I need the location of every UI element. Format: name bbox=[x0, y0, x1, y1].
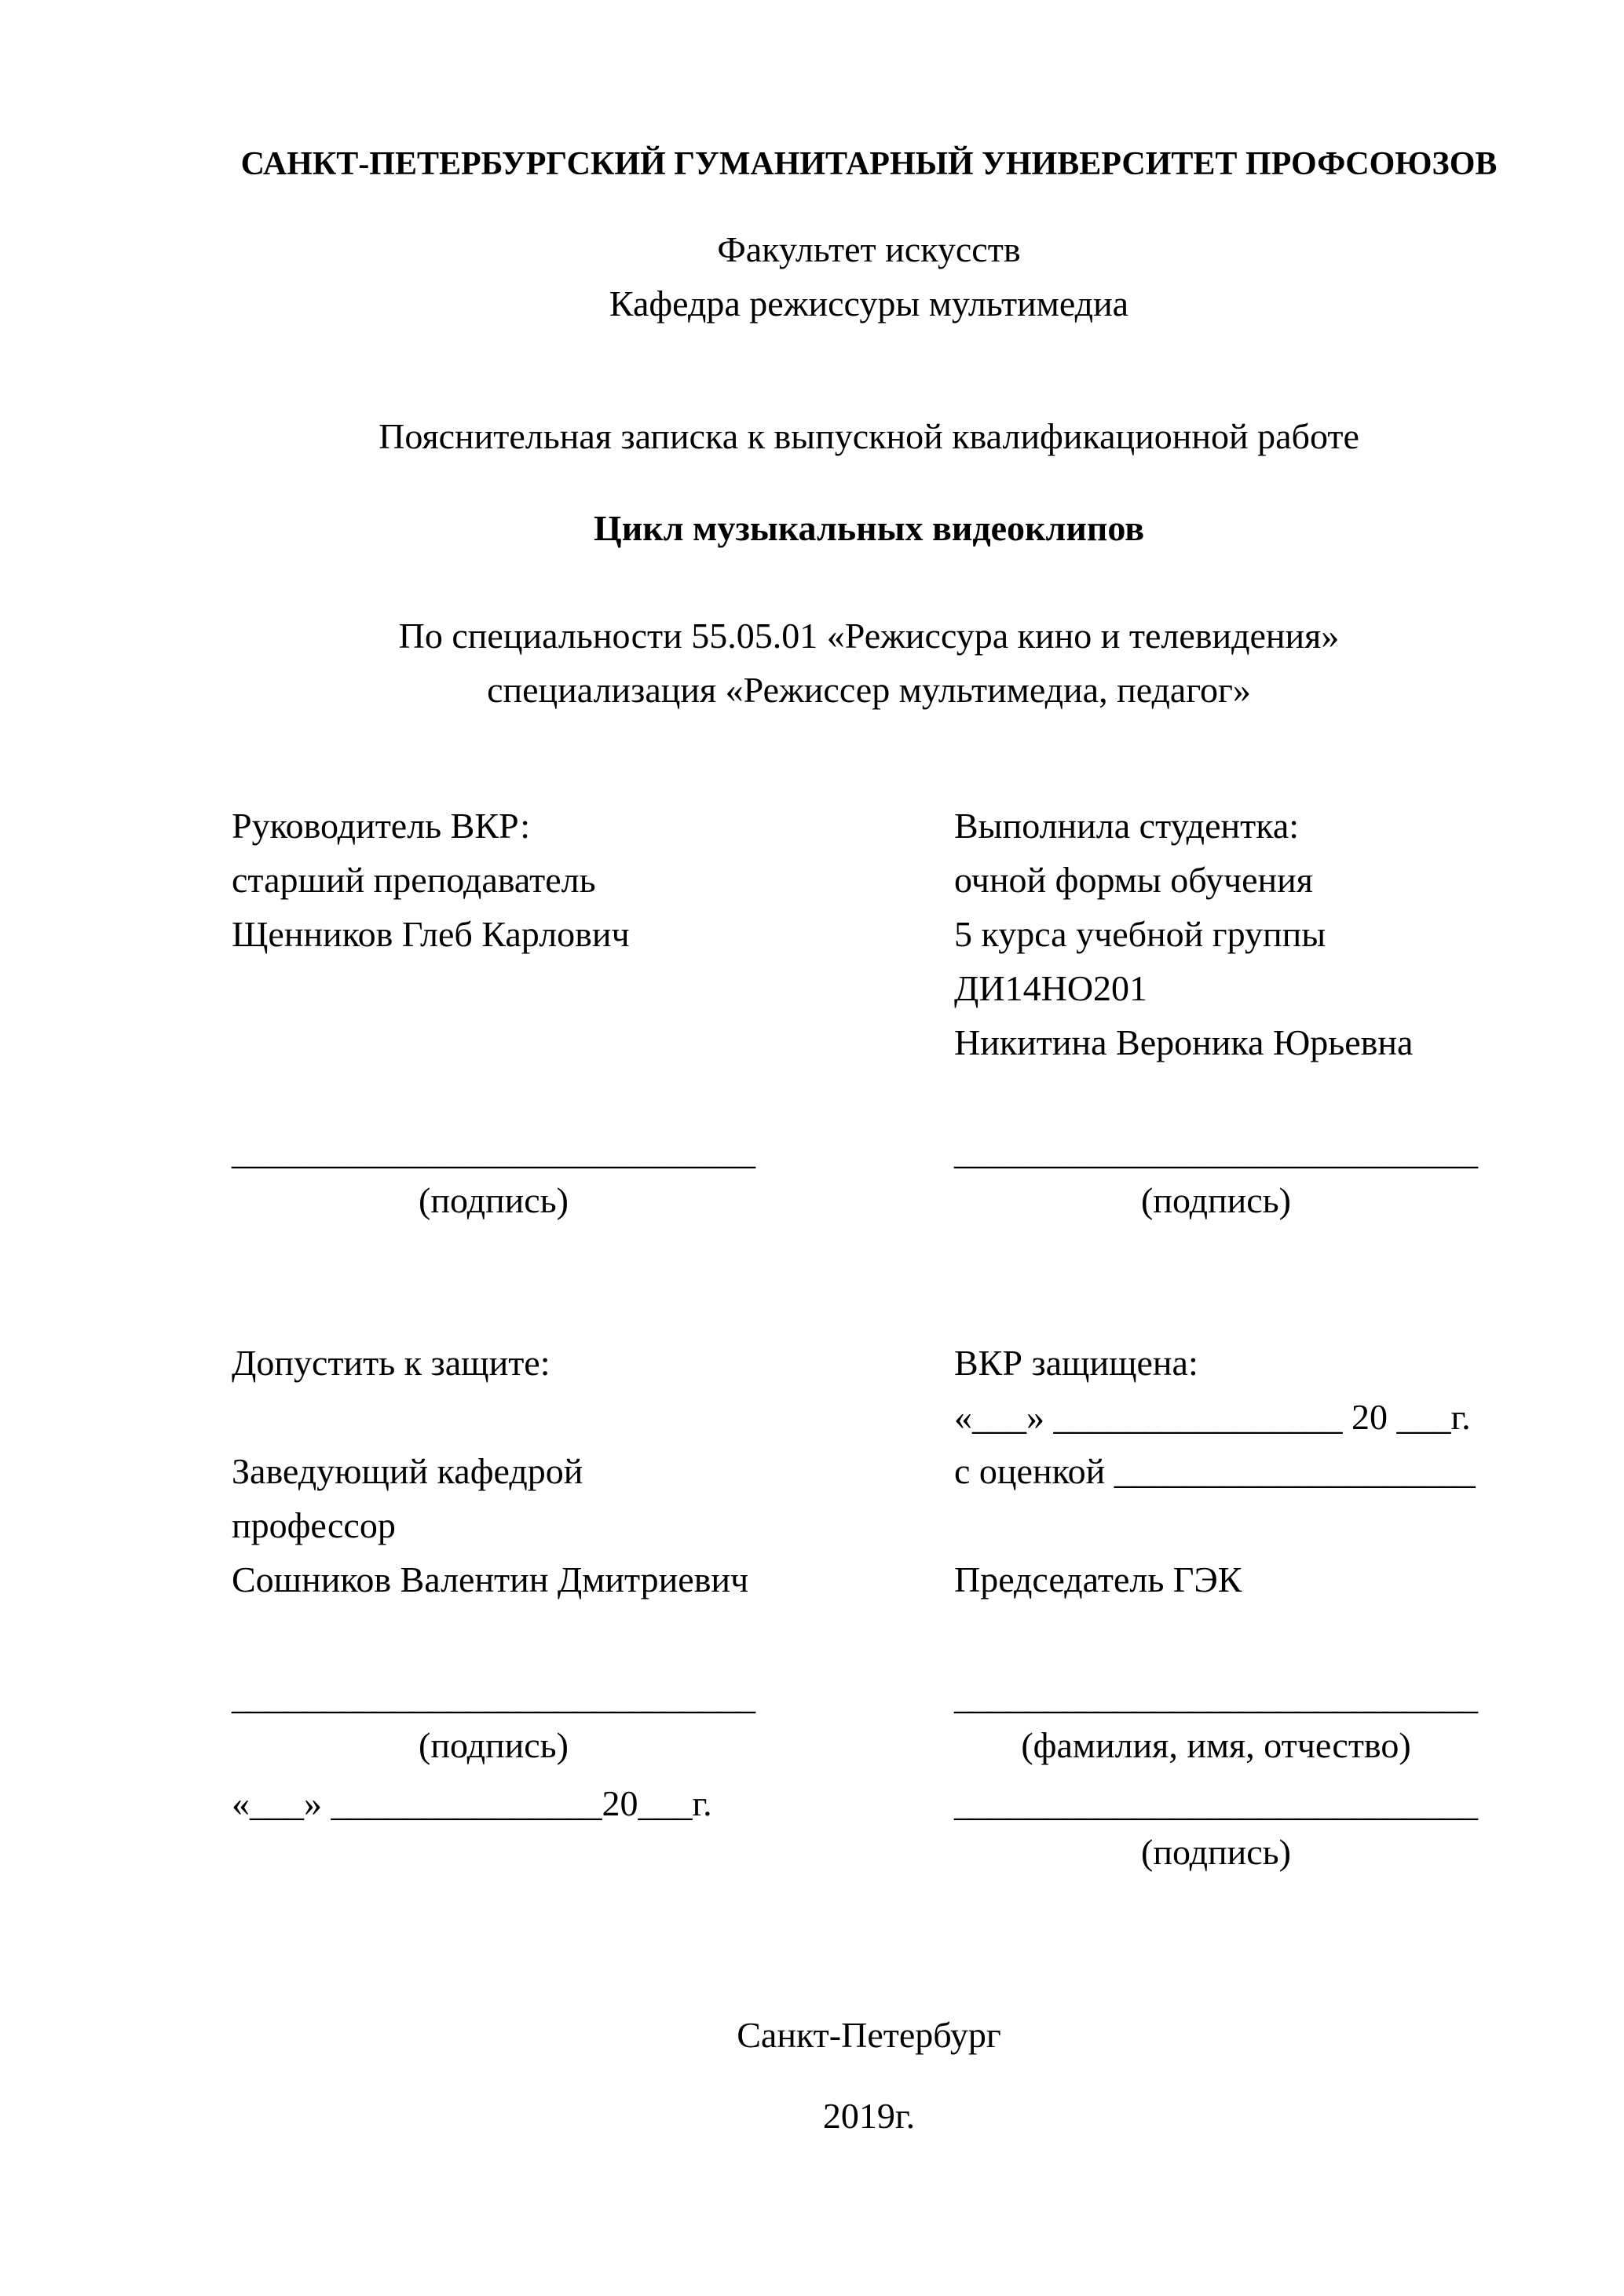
footer-year: 2019г. bbox=[822, 2095, 916, 2136]
admission-signature-line: _____________________________ bbox=[232, 1676, 755, 1717]
people-section bbox=[232, 799, 1506, 1069]
work-subtitle: Пояснительная записка к выпускной квалификационной работе bbox=[379, 416, 1359, 456]
chair-name-caption: (фамилия, имя, отчество) bbox=[1021, 1725, 1411, 1766]
chair-signature-caption: (подпись) bbox=[1141, 1832, 1291, 1873]
student-course: 5 курса учебной группы bbox=[954, 914, 1326, 954]
defense-heading: ВКР защищена: bbox=[954, 1343, 1198, 1384]
specialty-line: По специальности 55.05.01 «Режиссура кино и телевидения» bbox=[398, 616, 1340, 656]
supervisor-signature-caption: (подпись) bbox=[419, 1180, 569, 1220]
department-line: Кафедра режиссуры мультимедиа bbox=[609, 283, 1129, 324]
admission-position-1: Заведующий кафедрой bbox=[232, 1451, 583, 1492]
chair-signature-line: _____________________________ bbox=[954, 1783, 1478, 1824]
first-signature-section bbox=[232, 1124, 1506, 1222]
admission-section bbox=[232, 1336, 1506, 1607]
footer-city: Санкт-Петербург bbox=[737, 2014, 1001, 2055]
admission-date-line: «___» _______________20___г. bbox=[232, 1783, 712, 1824]
student-name: Никитина Вероника Юрьевна bbox=[954, 1022, 1414, 1062]
student-group: ДИ14НО201 bbox=[954, 968, 1148, 1008]
final-signature-section bbox=[232, 1669, 1506, 1874]
student-signature-caption: (подпись) bbox=[1141, 1180, 1291, 1220]
university-title: САНКТ-ПЕТЕРБУРГСКИЙ ГУМАНИТАРНЫЙ УНИВЕРСИТЕТ ПРОФСОЮЗОВ bbox=[240, 146, 1498, 182]
student-column bbox=[954, 799, 1506, 1069]
supervisor-column bbox=[232, 799, 954, 961]
student-signature-line: _____________________________ bbox=[954, 1132, 1478, 1172]
defense-grade-line: с оценкой ____________________ bbox=[954, 1451, 1476, 1492]
chair-name-block bbox=[954, 1669, 1478, 1767]
supervisor-name: Щенников Глеб Карлович bbox=[232, 914, 630, 954]
admission-position-2: профессор bbox=[232, 1505, 396, 1546]
supervisor-signature-block bbox=[232, 1124, 755, 1222]
supervisor-heading: Руководитель ВКР: bbox=[232, 806, 531, 846]
faculty-line: Факультет искусств bbox=[717, 229, 1021, 269]
admission-heading: Допустить к защите: bbox=[232, 1343, 550, 1384]
chair-name-line: _____________________________ bbox=[954, 1676, 1478, 1717]
student-study-form: очной формы обучения bbox=[954, 860, 1313, 900]
supervisor-signature-line: _____________________________ bbox=[232, 1132, 755, 1172]
work-title: Цикл музыкальных видеоклипов bbox=[593, 508, 1145, 548]
student-signature-block bbox=[954, 1124, 1478, 1222]
supervisor-position: старший преподаватель bbox=[232, 860, 596, 900]
defense-chair: Председатель ГЭК bbox=[954, 1559, 1242, 1600]
defense-column bbox=[954, 1336, 1506, 1607]
admission-name: Сошников Валентин Дмитриевич bbox=[232, 1559, 749, 1600]
admission-signature-caption: (подпись) bbox=[419, 1725, 569, 1766]
student-heading: Выполнила студентка: bbox=[954, 806, 1300, 846]
specialization-line: специализация «Режиссер мультимедиа, педагог» bbox=[487, 670, 1251, 710]
spacer bbox=[954, 1498, 1506, 1552]
spacer bbox=[232, 1390, 954, 1444]
admission-column bbox=[232, 1336, 954, 1607]
defense-date-line: «___» ________________ 20 ___г. bbox=[954, 1397, 1471, 1438]
admission-signature-block bbox=[232, 1669, 755, 1767]
chair-signature-block bbox=[954, 1776, 1478, 1874]
